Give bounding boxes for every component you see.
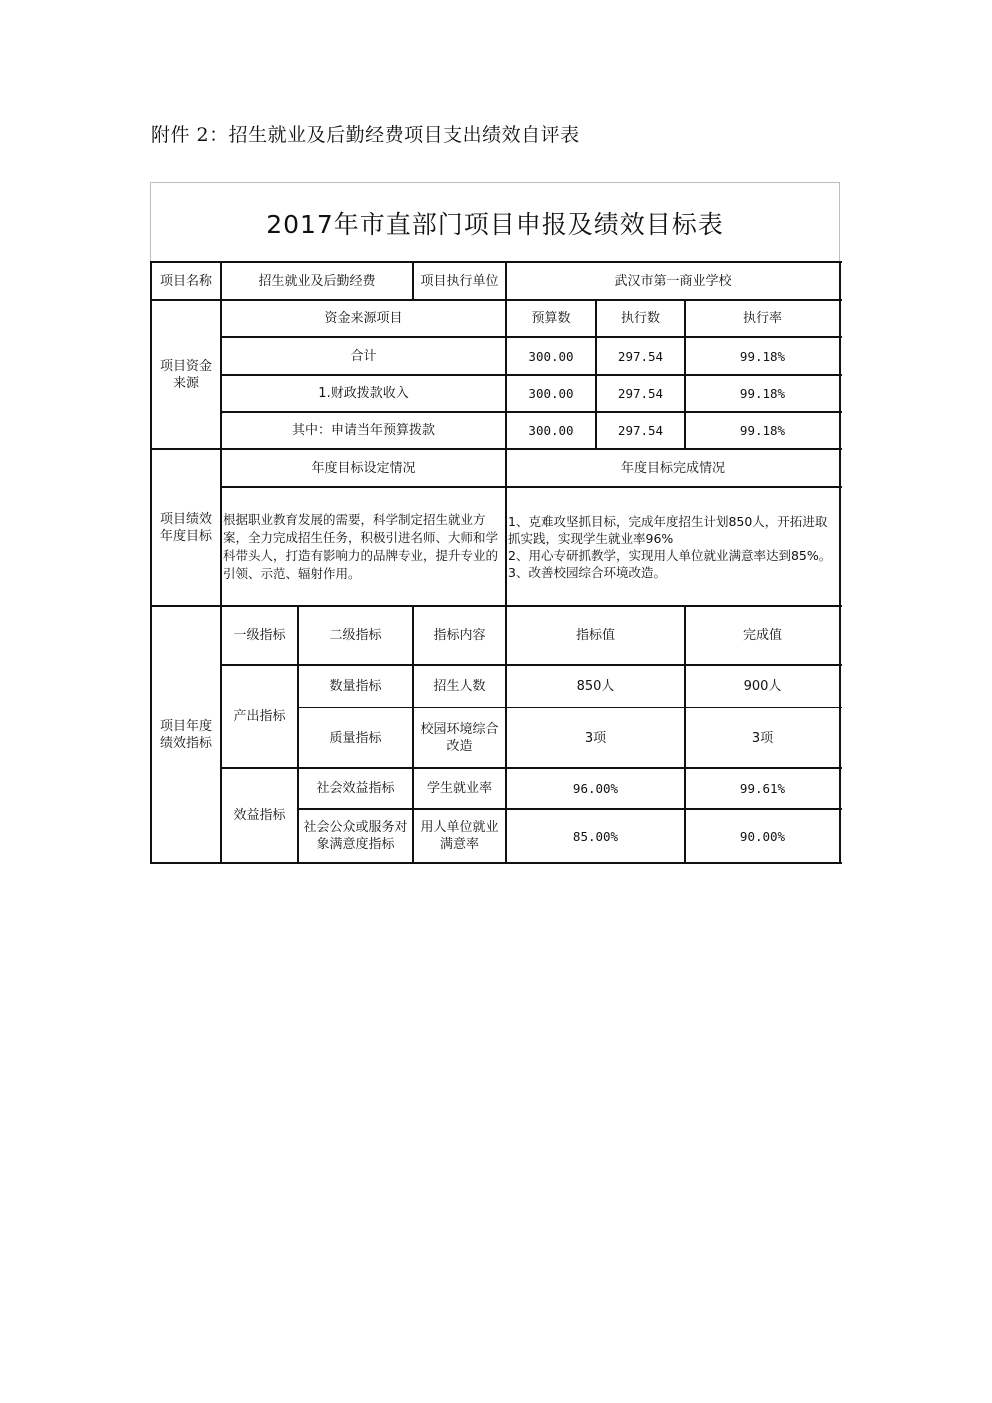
goal-setting-header: 年度目标设定情况 <box>311 460 416 476</box>
indicators-label-text: 项目年度绩效指标 <box>159 718 212 751</box>
indicator-level2: 社会效益指标 <box>316 781 395 796</box>
funding-row-budget: 300.00 <box>528 423 574 438</box>
annual-goal-label <box>151 449 221 606</box>
indicator-target-value: 85.00% <box>572 828 619 844</box>
project-name-label: 项目名称 <box>159 274 212 289</box>
indicator-target-value: 850人 <box>576 679 615 694</box>
project-name-value: 招生就业及后勤经费 <box>258 274 376 289</box>
indicator-level2: 社会公众或服务对象满意度指标 <box>303 820 408 852</box>
indicator-content: 用人单位就业满意率 <box>420 820 499 852</box>
document-heading: 附件 2：招生就业及后勤经费项目支出绩效自评表 <box>151 124 580 146</box>
funding-row-budget: 300.00 <box>528 386 574 401</box>
goal-setting-text: 根据职业教育发展的需要，科学制定招生就业方案，全力完成招生任务，积极引进名师、大师和学科带头人，打造有影响力的品牌专业，提升专业的引领、示范、辐射作用。 <box>223 511 499 581</box>
indicator-content: 学生就业率 <box>426 781 492 796</box>
indicator-header-target: 指标值 <box>575 628 615 643</box>
indicator-header-level2: 二级指标 <box>329 628 382 643</box>
goal-completion-line: 3、改善校园综合环境改造。 <box>508 564 666 580</box>
indicator-content: 校园环境综合改造 <box>420 722 499 754</box>
indicators-label <box>151 606 221 863</box>
indicator-level2: 数量指标 <box>329 679 382 694</box>
funding-row-rate: 99.18% <box>739 386 786 401</box>
indicator-header-content: 指标内容 <box>433 628 486 643</box>
funding-row-executed: 297.54 <box>617 423 664 438</box>
funding-row-budget: 300.00 <box>528 348 574 364</box>
indicator-level1-benefit: 效益指标 <box>233 808 286 823</box>
funding-row-executed: 297.54 <box>617 348 664 364</box>
goal-completion-line: 2、用心专研抓教学，实现用人单位就业满意率达到85%。 <box>508 547 832 563</box>
funding-row-rate: 99.18% <box>739 423 786 438</box>
indicator-level2: 质量指标 <box>329 730 382 746</box>
funding-row-label: 其中：申请当年预算拨款 <box>291 423 435 438</box>
indicator-target-value: 3项 <box>584 730 607 746</box>
funding-row-executed: 297.54 <box>617 386 664 401</box>
funding-section-label <box>151 300 221 449</box>
goal-completion-line: 1、克难攻坚抓目标，完成年度招生计划850人，开拓进取抓实践，实现学生就业率96% <box>508 513 828 546</box>
funding-row-rate: 99.18% <box>739 348 786 364</box>
table-title: 2017年市直部门项目申报及绩效目标表 <box>150 182 840 262</box>
indicator-actual-value: 900人 <box>743 679 782 694</box>
funding-section-label-text: 项目资金来源 <box>159 358 212 391</box>
goal-completion-header: 年度目标完成情况 <box>620 460 725 476</box>
goal-completion-text <box>506 487 840 606</box>
funding-header-executed: 执行数 <box>620 311 660 326</box>
project-unit-label: 项目执行单位 <box>420 274 499 289</box>
indicator-content: 招生人数 <box>433 679 486 694</box>
annual-goal-label-text: 项目绩效年度目标 <box>159 511 212 544</box>
indicator-header-level1: 一级指标 <box>233 628 286 643</box>
indicator-actual-value: 3项 <box>751 730 774 746</box>
indicator-actual-value: 90.00% <box>739 828 786 844</box>
funding-header-budget: 预算数 <box>531 311 571 326</box>
funding-row-label: 1.财政拨款收入 <box>318 386 409 401</box>
funding-header-rate: 执行率 <box>742 311 782 326</box>
funding-header-source: 资金来源项目 <box>324 311 403 326</box>
indicator-level1-output: 产出指标 <box>233 709 286 724</box>
indicator-header-actual: 完成值 <box>742 628 782 643</box>
indicator-target-value: 96.00% <box>572 781 619 796</box>
indicator-actual-value: 99.61% <box>739 781 786 796</box>
funding-row-label: 合计 <box>350 348 377 364</box>
project-unit-value: 武汉市第一商业学校 <box>614 274 732 289</box>
